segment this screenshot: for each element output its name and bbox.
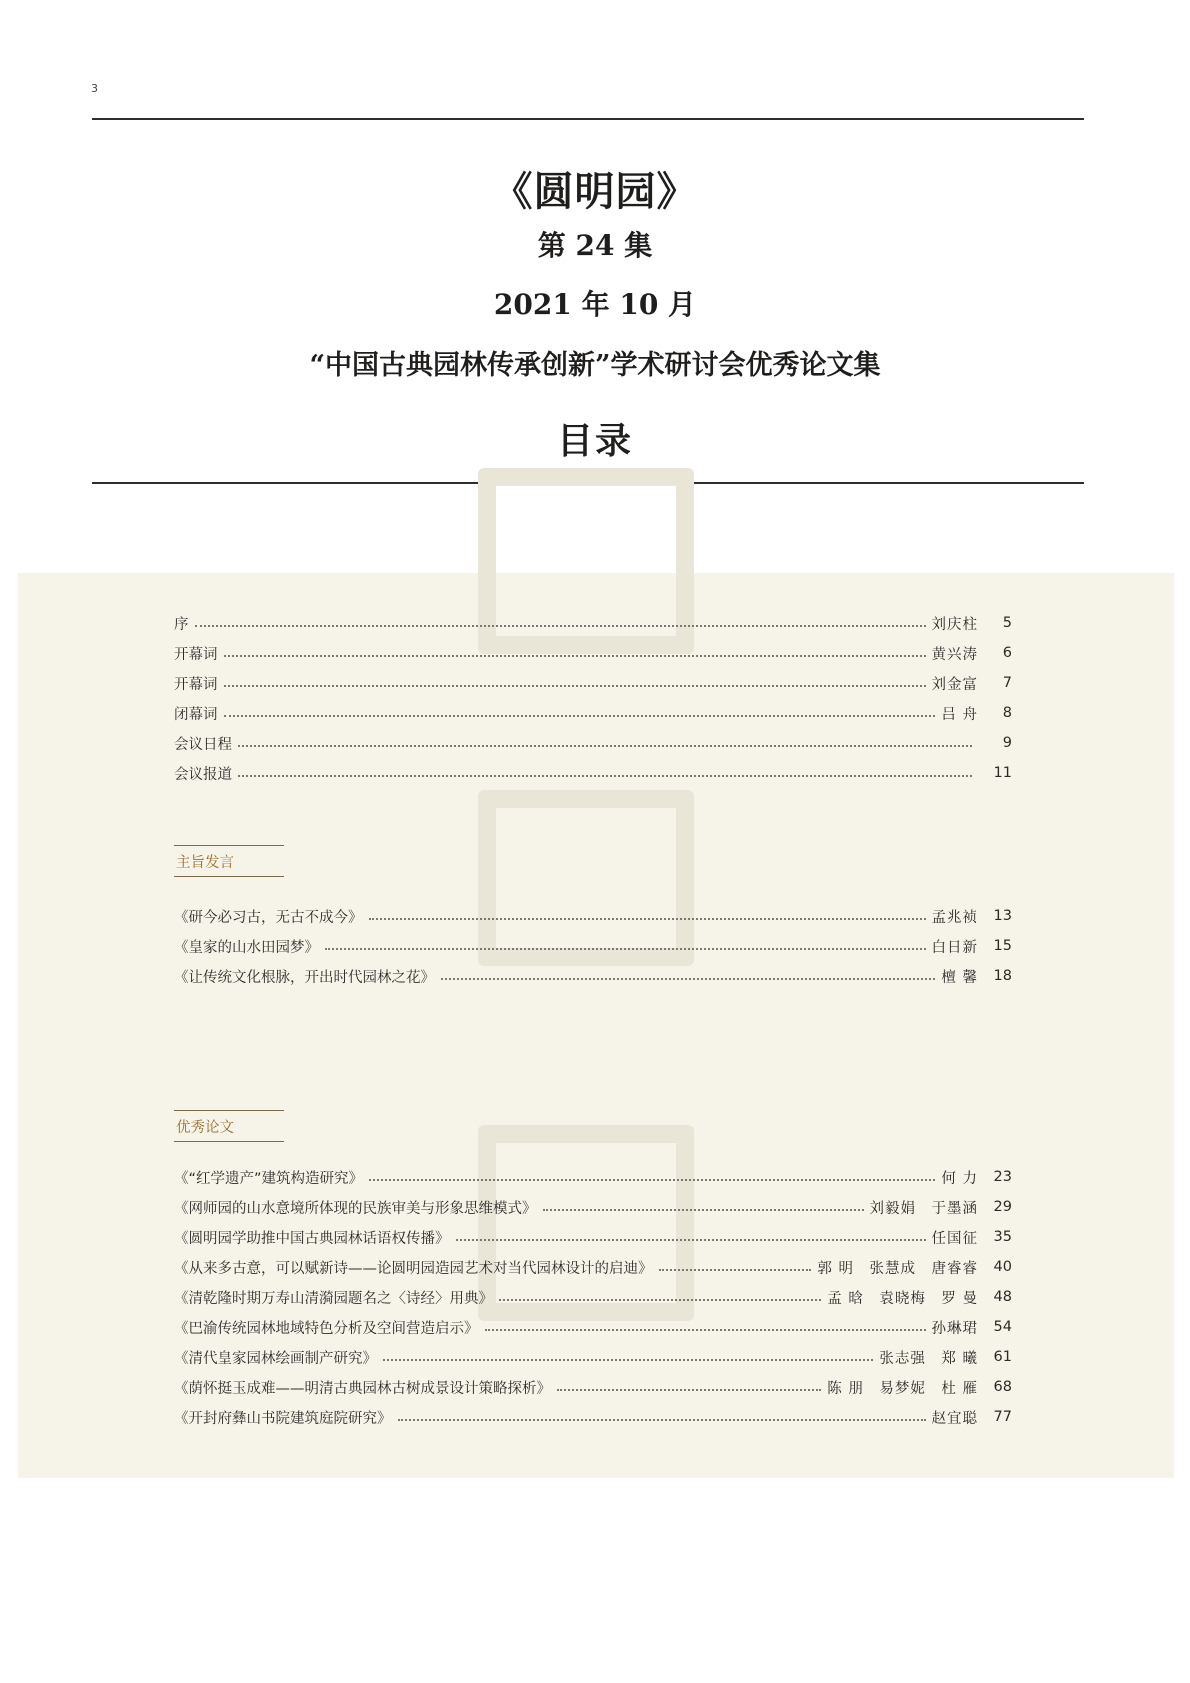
entry-author: 刘毅娟 于墨涵 (869, 1200, 978, 1217)
toc-entry[interactable] (174, 934, 1012, 958)
entry-author: 刘庆柱 (931, 616, 978, 633)
toc-entry[interactable] (174, 1255, 1012, 1279)
toc-entry[interactable] (174, 964, 1012, 988)
entry-page: 23 (993, 1169, 1012, 1185)
entry-title: 《研今必习古，无古不成今》 (174, 909, 363, 926)
leader-dots (369, 918, 926, 920)
leader-dots (383, 1359, 873, 1361)
toc-entry[interactable] (174, 731, 1012, 755)
entry-page: 11 (993, 765, 1012, 781)
entry-page: 8 (1002, 705, 1012, 721)
entry-title: 开幕词 (174, 646, 218, 663)
entry-title: 《皇家的山水田园梦》 (174, 939, 319, 956)
entry-author: 郭 明 张慧成 唐睿睿 (817, 1260, 978, 1277)
top-rule (92, 118, 1084, 120)
toc-entry[interactable] (174, 1225, 1012, 1249)
entry-page: 6 (1002, 645, 1012, 661)
entry-title: 《清代皇家园林绘画制产研究》 (174, 1350, 377, 1367)
entry-author: 任国征 (931, 1230, 978, 1247)
toc-entry[interactable] (174, 671, 1012, 695)
leader-dots (224, 715, 936, 717)
leader-dots (224, 655, 926, 657)
entry-title: 《荫怀挺玉成难——明清古典园林古树成景设计策略探析》 (174, 1380, 551, 1397)
publication-date: 2021 年 10 月 (493, 288, 697, 321)
toc-entry[interactable] (174, 1315, 1012, 1339)
toc-entry[interactable] (174, 1165, 1012, 1189)
entry-page: 29 (993, 1199, 1012, 1215)
toc-entry[interactable] (174, 1345, 1012, 1369)
entry-page: 18 (993, 968, 1012, 984)
toc-entry[interactable] (174, 1405, 1012, 1429)
leader-dots (325, 948, 926, 950)
entry-title: 《开封府彝山书院建筑庭院研究》 (174, 1410, 392, 1427)
page-number: 3 (91, 82, 98, 95)
section-heading-label: 主旨发言 (176, 855, 234, 871)
leader-dots (441, 978, 935, 980)
entry-author: 孟 晗 袁晓梅 罗 曼 (827, 1290, 978, 1307)
leader-dots (369, 1179, 935, 1181)
entry-author: 陈 朋 易梦妮 杜 雁 (827, 1380, 978, 1397)
toc-entry[interactable] (174, 904, 1012, 928)
entry-page: 35 (993, 1229, 1012, 1245)
entry-author: 何 力 (941, 1170, 978, 1187)
entry-title: 开幕词 (174, 676, 218, 693)
leader-dots (557, 1389, 821, 1391)
entry-author: 张志强 郑 曦 (879, 1350, 978, 1367)
toc-entry[interactable] (174, 1285, 1012, 1309)
leader-dots (659, 1269, 812, 1271)
entry-author: 刘金富 (931, 676, 978, 693)
leader-dots (485, 1329, 926, 1331)
toc-entry[interactable] (174, 1195, 1012, 1219)
leader-dots (456, 1239, 926, 1241)
toc-entry[interactable] (174, 611, 1012, 635)
leader-dots (224, 685, 926, 687)
entry-author: 赵宜聪 (931, 1410, 978, 1427)
entry-author: 黄兴涛 (931, 646, 978, 663)
entry-title: 《清乾隆时期万寿山清漪园题名之〈诗经〉用典》 (174, 1290, 493, 1307)
entry-page: 54 (993, 1319, 1012, 1335)
section-heading-label: 优秀论文 (176, 1120, 234, 1136)
book-title: 《圆明园》 (492, 168, 698, 215)
entry-page: 9 (1002, 735, 1012, 751)
entry-page: 61 (993, 1349, 1012, 1365)
leader-dots (195, 625, 926, 627)
leader-dots (398, 1419, 926, 1421)
entry-title: 会议报道 (174, 766, 232, 783)
section-heading-papers (174, 1110, 284, 1142)
entry-page: 5 (1002, 615, 1012, 631)
section-heading-keynote (174, 845, 284, 877)
entry-title: 《让传统文化根脉，开出时代园林之花》 (174, 969, 435, 986)
entry-author: 孙琳珺 (931, 1320, 978, 1337)
entry-page: 7 (1002, 675, 1012, 691)
entry-author: 白日新 (931, 939, 978, 956)
entry-title: 《圆明园学助推中国古典园林话语权传播》 (174, 1230, 450, 1247)
entry-author: 吕 舟 (941, 706, 978, 723)
entry-title: 会议日程 (174, 736, 232, 753)
leader-dots (499, 1299, 821, 1301)
toc-entry[interactable] (174, 641, 1012, 665)
leader-dots (238, 745, 972, 747)
entry-page: 68 (993, 1379, 1012, 1395)
entry-title: 序 (174, 616, 189, 633)
toc-entry[interactable] (174, 1375, 1012, 1399)
toc-heading: 目录 (556, 420, 633, 462)
leader-dots (238, 775, 972, 777)
entry-page: 40 (993, 1259, 1012, 1275)
entry-title: 《网师园的山水意境所体现的民族审美与形象思维模式》 (174, 1200, 537, 1217)
toc-entry[interactable] (174, 701, 1012, 725)
entry-author: 孟兆祯 (931, 909, 978, 926)
toc-entry[interactable] (174, 761, 1012, 785)
book-subtitle: “中国古典园林传承创新”学术研讨会优秀论文集 (309, 350, 881, 381)
issue-number: 第 24 集 (537, 229, 653, 262)
entry-title: 闭幕词 (174, 706, 218, 723)
entry-page: 77 (993, 1409, 1012, 1425)
entry-page: 48 (993, 1289, 1012, 1305)
entry-title: 《从来多古意，可以赋新诗——论圆明园造园艺术对当代园林设计的启迪》 (174, 1260, 653, 1277)
entry-title: 《“红学遗产”建筑构造研究》 (174, 1170, 364, 1187)
entry-author: 檀 馨 (941, 969, 978, 986)
entry-page: 15 (993, 938, 1012, 954)
entry-page: 13 (993, 908, 1012, 924)
leader-dots (543, 1209, 864, 1211)
entry-title: 《巴渝传统园林地域特色分析及空间营造启示》 (174, 1320, 479, 1337)
